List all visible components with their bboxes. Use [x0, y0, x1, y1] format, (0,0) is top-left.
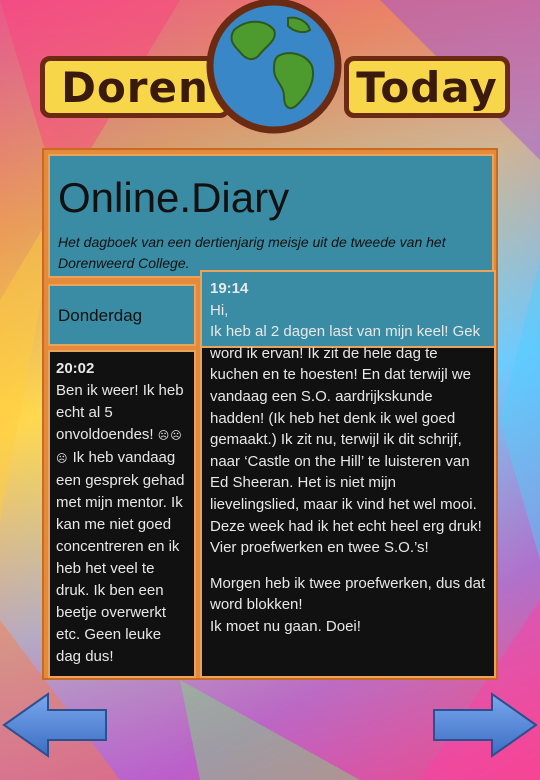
sad-face-icon: ☹☹☹ [56, 430, 183, 465]
logo-word-left: Doren [40, 56, 230, 118]
arrow-left-icon[interactable] [0, 690, 112, 760]
entry-paragraph: Morgen heb ik twee proefwerken, dus dat word blokken! [210, 574, 486, 614]
globe-icon [204, 0, 344, 136]
entry-paragraph: Deze week had ik het echt heel erg druk! Vier proefwerken en twee S.O.’s! [210, 517, 482, 557]
entry-text: Ben ik weer! Ik heb echt al 5 onvoldoendes! [56, 382, 184, 443]
diary-entry-left [48, 350, 196, 678]
day-box [48, 284, 196, 346]
doren-today-logo[interactable] [36, 0, 506, 142]
entry-time: 19:14 [210, 280, 249, 297]
diary-entry-right [200, 270, 496, 678]
entry-time: 20:02 [56, 360, 95, 377]
entry-paragraph: Ik heb al 2 dagen last van mijn keel! Gek word ik ervan! Ik zit de hele dag te kuchen en te hoesten! En dat terwijl we vandaag een S.O. aardrijkskunde hadden! (Ik heb het denk ik wel goed gemaakt.) Ik zit nu, terwijl ik dit schrijf, naar ‘Castle on the Hill’ te luisteren van Ed Sheeran. Het is niet mijn lievelingslied, maar ik vind het wel mooi. [210, 323, 481, 513]
entry-paragraph: Ik moet nu gaan. Doei! [210, 617, 361, 635]
page-title: Online.Diary [58, 174, 290, 221]
diary-panel [42, 148, 498, 680]
logo-word-right: Today [344, 56, 510, 118]
entry-text-continued: Ik heb vandaag een gesprek gehad met mijn mentor. Ik kan me niet goed concentreren en ik heb het veel te druk. Ik ben een beetje overwerkt etc. Geen leuke dag dus! [56, 449, 185, 665]
arrow-right-icon[interactable] [428, 690, 540, 760]
entry-greeting: Hi, [210, 301, 229, 319]
day-label: Donderdag [58, 306, 143, 325]
header-box [48, 154, 494, 278]
page-subtitle: Het dagboek van een dertienjarig meisje uit de tweede van het Dorenweerd College. [58, 234, 446, 271]
